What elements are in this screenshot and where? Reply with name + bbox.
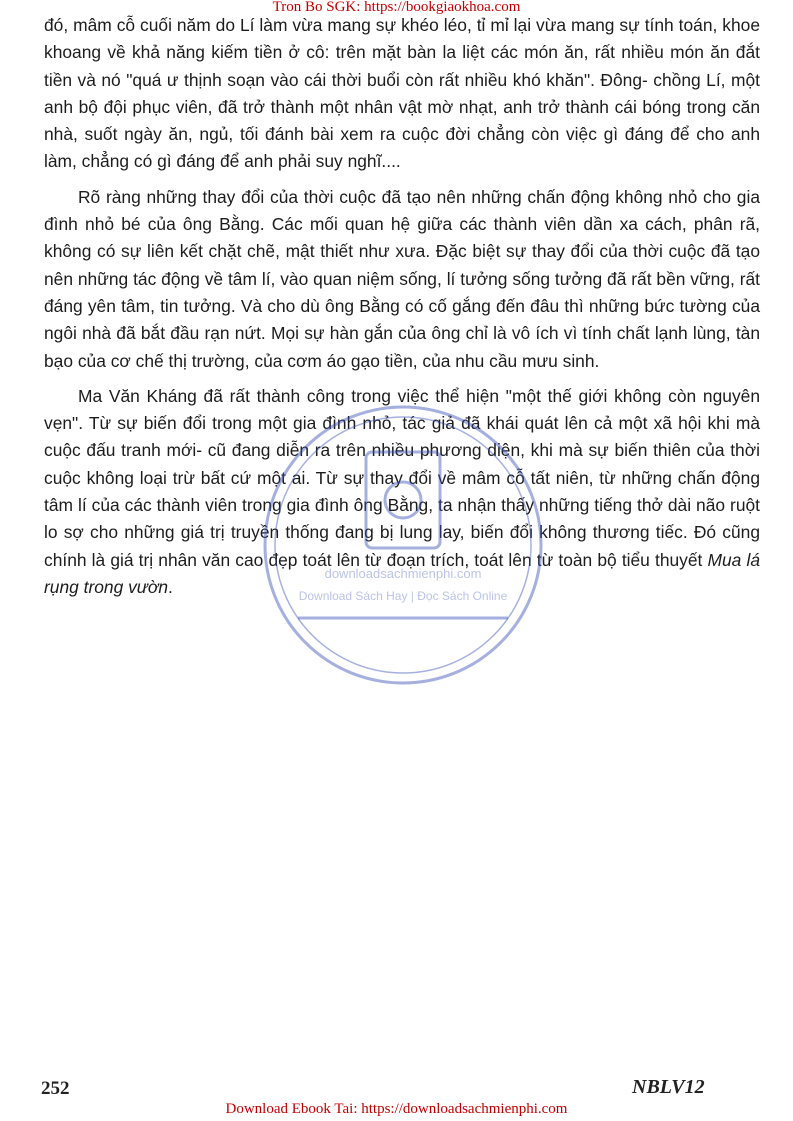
bottom-banner: Download Ebook Tai: https://downloadsachmienphi.com xyxy=(225,1101,568,1117)
book-code: NBLV12 xyxy=(632,1076,705,1098)
paragraph-2: Rõ ràng những thay đổi của thời cuộc đã tạo nên những chấn động không nhỏ cho gia đình nhỏ bé của ông Bằng. Các mối quan hệ giữa các thành viên dần xa cách, phân rã, không có sự liên kết chặt chẽ, mật thiết như xưa. Đặc biệt sự thay đổi của thời cuộc đã tạo nên những tác động về tâm lí, vào quan niệm sống, lí tưởng sống tưởng đã rất bền vững, rất đáng yên tâm, tin tưởng. Và cho dù ông Bằng có cố gắng đến đâu thì những bức tường của ngôi nhà đã bắt đầu rạn nứt. Mọi sự hàn gắn của ông chỉ là vô ích vì tính chất lạnh lùng, tàn bạo của cơ chế thị trường, của cơm áo gạo tiền, của nhu cầu mưu sinh. xyxy=(44,186,760,371)
paragraph-3-text: Ma Văn Kháng đã rất thành công trong việc thể hiện "một thế giới không còn nguyên vẹn". Từ sự biến đổi trong một gia đình nhỏ, tác giả đã khái quát lên cả một xã hội khi mà cuộc đấu tranh mới- cũ đang diễn ra trên nhiều phương diện, khi mà sự biến thiên của thời cuộc không loại trừ bất cứ một ai. Từ sự thay đổi về mâm cỗ tất niên, từ những chấn động tâm lí của các thành viên trong gia đình ông Bằng, ta nhận thấy những tiếng thở dài não ruột lo sợ cho những giá trị truyền thống đang bị lung lay, biến đổi không thương tiếc. Đó cũng chính là giá trị nhân văn cao đẹp toát lên từ đoạn trích, toát lên từ toàn bộ tiểu thuyết xyxy=(44,385,760,570)
document-body xyxy=(44,12,760,609)
novel-title: Mua lá rụng trong vườn xyxy=(44,549,760,597)
page-number: 252 xyxy=(41,1078,70,1099)
paragraph-3-end: . xyxy=(168,576,173,597)
watermark-text-top: downloadsachmienphi.com xyxy=(324,566,482,581)
top-banner: Tron Bo SGK: https://bookgiaokhoa.com xyxy=(272,0,521,15)
watermark-text-bottom: Download Sách Hay | Đọc Sách Online xyxy=(298,589,508,603)
paragraph-1: đó, mâm cỗ cuối năm do Lí làm vừa mang sự khéo léo, tỉ mỉ lại vừa mang sự tính toán, khoe khoang về khả năng kiếm tiền ở cô: trên mặt bàn la liệt các món ăn, rất nhiều món ăn đắt tiền và nó "quá ư thịnh soạn vào cái thời buổi còn rất nhiều khó khăn". Đông- chồng Lí, một anh bộ đội phục viên, đã trở thành một nhân vật mờ nhạt, anh trở thành cái bóng trong căn nhà, suốt ngày ăn, ngủ, tối đánh bài xem ra cuộc đời chẳng còn việc gì đáng để cho anh làm, chẳng có gì đáng để anh phải suy nghĩ.... xyxy=(44,15,760,172)
paragraph-3 xyxy=(44,383,760,601)
